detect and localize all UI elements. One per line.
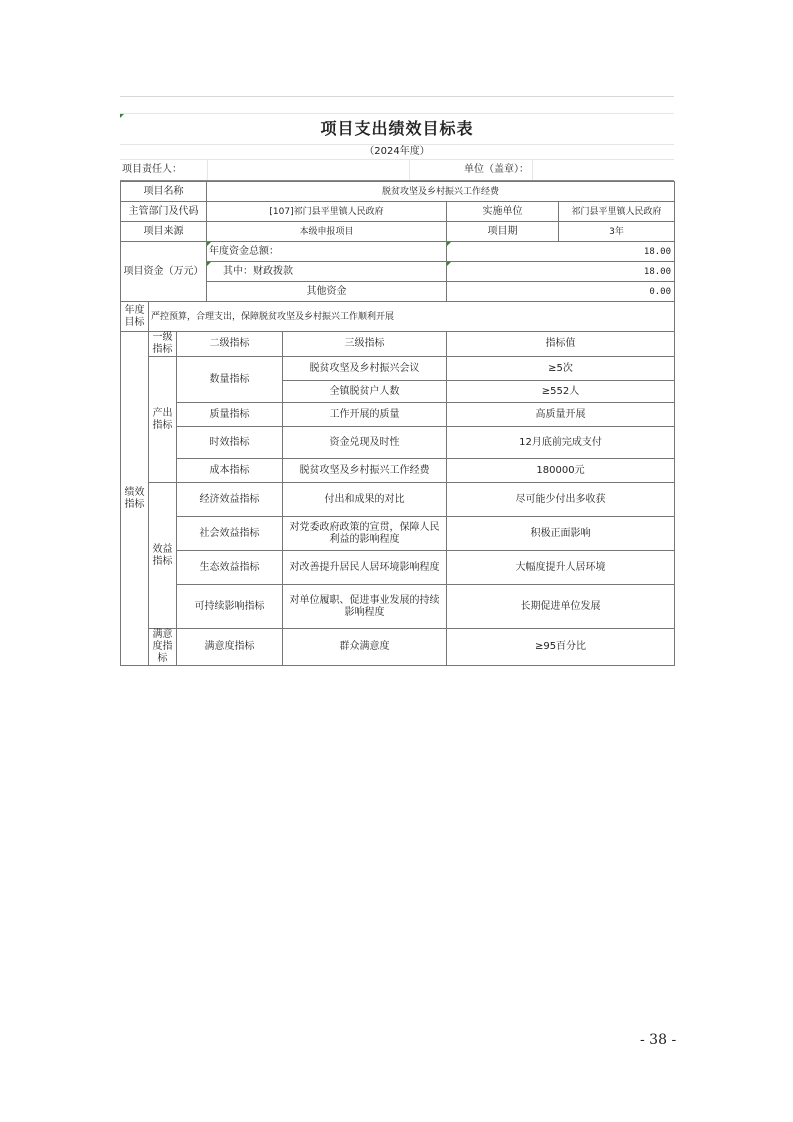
dept-value: [107]祁门县平里镇人民政府: [207, 202, 447, 222]
fund-fiscal-label: [207, 262, 447, 282]
sustain-value: 长期促进单位发展: [447, 585, 675, 629]
timeliness-indicator-label: 时效指标: [177, 427, 283, 459]
table-row: [121, 222, 675, 242]
economic-name: 付出和成果的对比: [283, 483, 447, 517]
fund-total-value: [447, 242, 675, 262]
cell-marker-icon: [447, 242, 451, 246]
table-row: [121, 585, 675, 629]
fund-fiscal-label-text: 其中：财政拨款: [223, 265, 293, 277]
table-row: [121, 483, 675, 517]
cell-marker-icon: [120, 114, 124, 118]
fund-label: 项目资金（万元）: [121, 242, 207, 302]
output-indicator-label: 产出指标: [149, 357, 177, 483]
goal-label: 年度目标: [121, 302, 149, 332]
table-title: [120, 114, 674, 145]
cell-marker-icon: [207, 262, 211, 266]
unit-value: [533, 160, 674, 180]
table-row: [121, 403, 675, 427]
header-value: 指标值: [447, 332, 675, 357]
unit-label: 单位（盖章）：: [410, 160, 533, 180]
social-name: 对党委政府政策的宣贯，保障人民利益的影响程度: [283, 517, 447, 551]
table-row: [121, 517, 675, 551]
social-indicator-label: 社会效益指标: [177, 517, 283, 551]
q1-value: ≥5次: [447, 357, 675, 381]
table-year: （2024年度）: [120, 145, 674, 160]
sustain-name: 对单位履职、促进事业发展的持续影响程度: [283, 585, 447, 629]
cell-marker-icon: [207, 242, 211, 246]
q2-value: ≥552人: [447, 381, 675, 403]
q2-name: 全镇脱贫户人数: [283, 381, 447, 403]
timeliness-name: 资金兑现及时性: [283, 427, 447, 459]
cost-indicator-label: 成本指标: [177, 459, 283, 483]
satisfaction-name: 群众满意度: [283, 629, 447, 666]
satisfaction-value: ≥95百分比: [447, 629, 675, 666]
table-row: [121, 629, 675, 666]
table-row: [121, 551, 675, 585]
fund-total-label-text: 年度资金总额：: [209, 245, 279, 257]
source-label: 项目来源: [121, 222, 207, 242]
satisfaction-sub-label: 满意度指标: [177, 629, 283, 666]
quality-value: 高质量开展: [447, 403, 675, 427]
responsible-label: 项目责任人：: [120, 160, 208, 180]
period-value: 3年: [559, 222, 675, 242]
fund-other-label: 其他资金: [207, 282, 447, 302]
cell-marker-icon: [447, 262, 451, 266]
project-name-label: 项目名称: [121, 182, 207, 202]
perf-indicator-label: 绩效指标: [121, 332, 149, 666]
economic-value: 尽可能少付出多收获: [447, 483, 675, 517]
table-row: [121, 242, 675, 262]
responsible-row: [120, 160, 674, 181]
fund-total-value-text: 18.00: [643, 246, 672, 257]
fund-fiscal-value: [447, 262, 675, 282]
eco-name: 对改善提升居民人居环境影响程度: [283, 551, 447, 585]
fund-fiscal-value-text: 18.00: [643, 266, 672, 277]
source-value: 本级申报项目: [207, 222, 447, 242]
performance-table: [120, 181, 675, 666]
header-level1: 一级指标: [149, 332, 177, 357]
cost-value: 180000元: [447, 459, 675, 483]
performance-table-sheet: [120, 96, 674, 666]
responsible-value: [208, 160, 410, 180]
table-row: [121, 459, 675, 483]
table-row: [121, 302, 675, 332]
impl-label: 实施单位: [447, 202, 559, 222]
project-name-value: 脱贫攻坚及乡村振兴工作经费: [207, 182, 675, 202]
timeliness-value: 12月底前完成支付: [447, 427, 675, 459]
sustain-indicator-label: 可持续影响指标: [177, 585, 283, 629]
page-number: - 38 -: [640, 1032, 677, 1048]
table-row: [121, 357, 675, 381]
quality-indicator-label: 质量指标: [177, 403, 283, 427]
header-level3: 三级指标: [283, 332, 447, 357]
header-level2: 二级指标: [177, 332, 283, 357]
quantity-indicator-label: 数量指标: [177, 357, 283, 403]
period-label: 项目期: [447, 222, 559, 242]
impl-value: 祁门县平里镇人民政府: [559, 202, 675, 222]
table-row: [121, 332, 675, 357]
table-row: [121, 427, 675, 459]
satisfaction-indicator-label: 满意度指标: [149, 629, 177, 666]
table-row: [121, 182, 675, 202]
goal-value: 严控预算，合理支出，保障脱贫攻坚及乡村振兴工作顺利开展: [149, 302, 675, 332]
cost-name: 脱贫攻坚及乡村振兴工作经费: [283, 459, 447, 483]
table-row: [121, 202, 675, 222]
fund-total-label: [207, 242, 447, 262]
fund-other-value: 0.00: [447, 282, 675, 302]
q1-name: 脱贫攻坚及乡村振兴会议: [283, 357, 447, 381]
eco-value: 大幅度提升人居环境: [447, 551, 675, 585]
benefit-indicator-label: 效益指标: [149, 483, 177, 629]
social-value: 积极正面影响: [447, 517, 675, 551]
eco-indicator-label: 生态效益指标: [177, 551, 283, 585]
dept-label: 主管部门及代码: [121, 202, 207, 222]
table-title-text: 项目支出绩效目标表: [320, 119, 474, 138]
quality-name: 工作开展的质量: [283, 403, 447, 427]
sheet-top-row: [120, 96, 674, 114]
economic-indicator-label: 经济效益指标: [177, 483, 283, 517]
